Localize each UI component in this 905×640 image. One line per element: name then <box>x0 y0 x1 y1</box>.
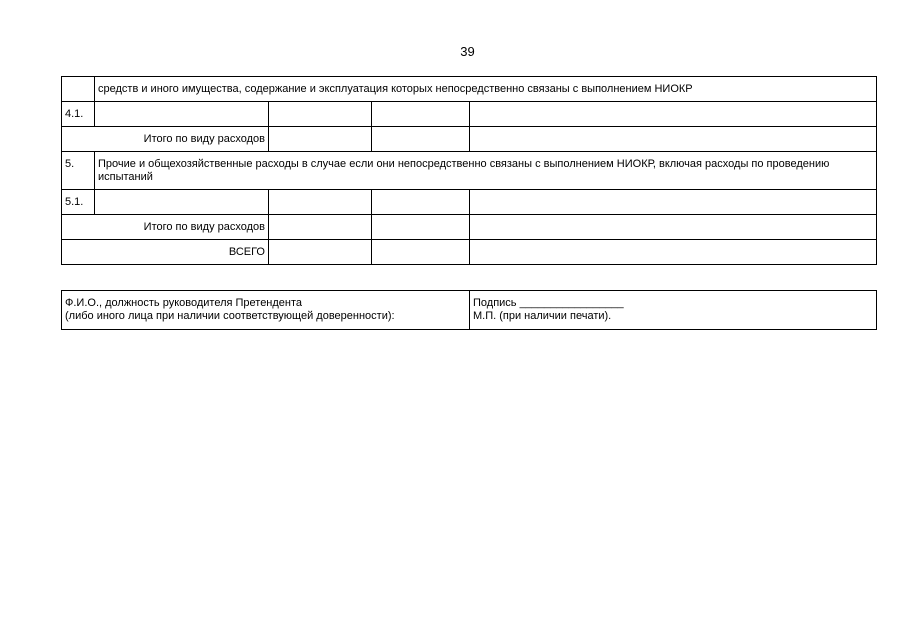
grand-total-label: ВСЕГО <box>62 240 269 265</box>
section-title-text: Прочие и общехозяйственные расходы в случае если они непосредственно связаны с выполнением НИОКР, включая расходы по проведению испытаний <box>95 152 877 190</box>
signature-line: Подпись _________________ <box>473 297 624 309</box>
value-cell <box>470 190 877 215</box>
value-cell <box>470 240 877 265</box>
value-cell <box>269 127 372 152</box>
subtotal-label: Итого по виду расходов <box>62 215 269 240</box>
value-cell <box>372 215 470 240</box>
value-cell <box>470 102 877 127</box>
table-row <box>62 240 877 265</box>
section-continuation-text: средств и иного имущества, содержание и эксплуатация которых непосредственно связаны с выполнением НИОКР <box>95 77 877 102</box>
table-row <box>62 152 877 190</box>
seal-note: М.П. (при наличии печати). <box>473 310 612 322</box>
costs-table <box>61 76 877 265</box>
value-cell <box>269 215 372 240</box>
value-cell <box>269 102 372 127</box>
row-number-cell <box>62 77 95 102</box>
item-name-cell <box>95 102 269 127</box>
signatory-note: (либо иного лица при наличии соответствующей доверенности): <box>65 310 395 322</box>
signature-cell <box>470 291 877 330</box>
row-number-cell: 5.1. <box>62 190 95 215</box>
table-row <box>62 215 877 240</box>
row-number-cell: 4.1. <box>62 102 95 127</box>
value-cell <box>372 102 470 127</box>
value-cell <box>372 240 470 265</box>
signature-row <box>62 291 877 330</box>
value-cell <box>470 215 877 240</box>
table-row <box>62 190 877 215</box>
signatory-title: Ф.И.О., должность руководителя Претендента <box>65 297 303 309</box>
value-cell <box>470 127 877 152</box>
subtotal-label: Итого по виду расходов <box>62 127 269 152</box>
page-number: 39 <box>460 44 475 59</box>
value-cell <box>372 127 470 152</box>
value-cell <box>269 190 372 215</box>
table-row <box>62 77 877 102</box>
row-number-cell: 5. <box>62 152 95 190</box>
signature-table <box>61 290 877 330</box>
value-cell <box>269 240 372 265</box>
signatory-cell <box>62 291 470 330</box>
table-row <box>62 102 877 127</box>
value-cell <box>372 190 470 215</box>
table-row <box>62 127 877 152</box>
item-name-cell <box>95 190 269 215</box>
